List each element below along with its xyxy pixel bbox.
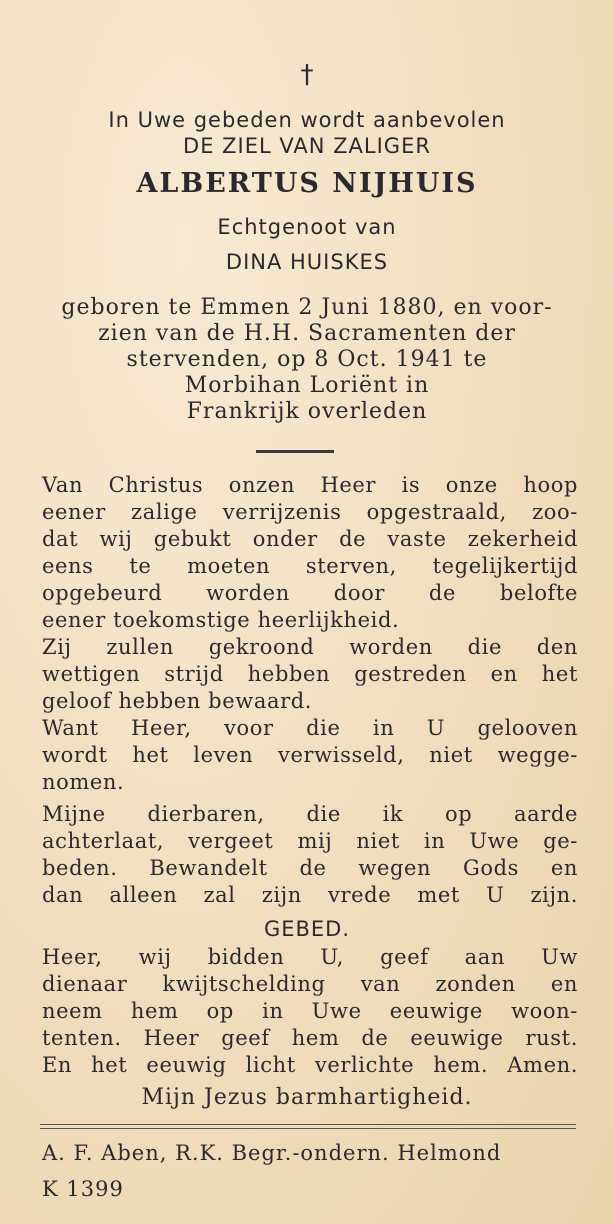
- body-line: Zij zullen gekroond worden die den: [42, 635, 578, 659]
- footer-rule: [40, 1124, 576, 1125]
- body-line: Mijne dierbaren, die ik op aarde: [42, 802, 578, 826]
- body-line: opgebeurd worden door de belofte: [42, 581, 578, 605]
- spouse-label: Echtgenoot van: [217, 215, 397, 239]
- body-line: wordt het leven verwisseld, niet wegge-: [42, 743, 578, 767]
- body-line: eener toekomstige heerlijkheid.: [42, 608, 400, 632]
- spouse-name: DINA HUISKES: [225, 250, 389, 274]
- prayer-title: GEBED.: [263, 917, 351, 941]
- card-code: K 1399: [42, 1177, 124, 1201]
- deceased-name: ALBERTUS NIJHUIS: [136, 168, 478, 199]
- section-divider: [256, 450, 334, 453]
- body-line: eens te moeten sterven, tegelijkertijd: [42, 554, 578, 578]
- body-line: Want Heer, voor die in U gelooven: [42, 716, 578, 740]
- prayer-line: dienaar kwijtschelding van zonden en: [42, 972, 578, 996]
- biography-line: Morbihan Loriënt in: [184, 373, 430, 398]
- body-line: dat wij gebukt onder de vaste zekerheid: [42, 527, 578, 551]
- biography-line: stervenden, op 8 Oct. 1941 te: [126, 347, 488, 372]
- prayer-line: En het eeuwig licht verlichte hem. Amen.: [42, 1053, 578, 1077]
- body-line: achterlaat, vergeet mij niet in Uwe ge-: [42, 829, 578, 853]
- body-line: eener zalige verrijzenis opgestraald, zoo-: [42, 500, 578, 524]
- prayer-line: Heer, wij bidden U, geef aan Uw: [42, 945, 578, 969]
- cross-icon: †: [300, 60, 314, 90]
- closing-line: Mijn Jezus barmhartigheid.: [141, 1085, 473, 1110]
- prayer-line: neem hem op in Uwe eeuwige woon-: [42, 999, 578, 1023]
- body-line: nomen.: [42, 770, 125, 794]
- printer-line: A. F. Aben, R.K. Begr.-ondern. Helmond: [42, 1141, 502, 1165]
- prayer-line: tenten. Heer geef hem de eeuwige rust.: [42, 1026, 578, 1050]
- biography-line: zien van de H.H. Sacramenten der: [98, 321, 516, 346]
- biography-line: Frankrijk overleden: [186, 399, 428, 424]
- body-line: dan alleen zal zijn vrede met U zijn.: [42, 883, 578, 907]
- body-line: beden. Bewandelt de wegen Gods en: [42, 856, 578, 880]
- footer-rule: [40, 1128, 576, 1129]
- body-line: wettigen strijd hebben gestreden en het: [42, 662, 578, 686]
- biography-line: geboren te Emmen 2 Juni 1880, en voor-: [61, 295, 553, 320]
- body-line: geloof hebben bewaard.: [42, 689, 313, 713]
- soul-of-line: DE ZIEL VAN ZALIGER: [183, 134, 431, 158]
- intro-line: In Uwe gebeden wordt aanbevolen: [108, 108, 506, 132]
- body-line: Van Christus onzen Heer is onze hoop: [42, 473, 578, 497]
